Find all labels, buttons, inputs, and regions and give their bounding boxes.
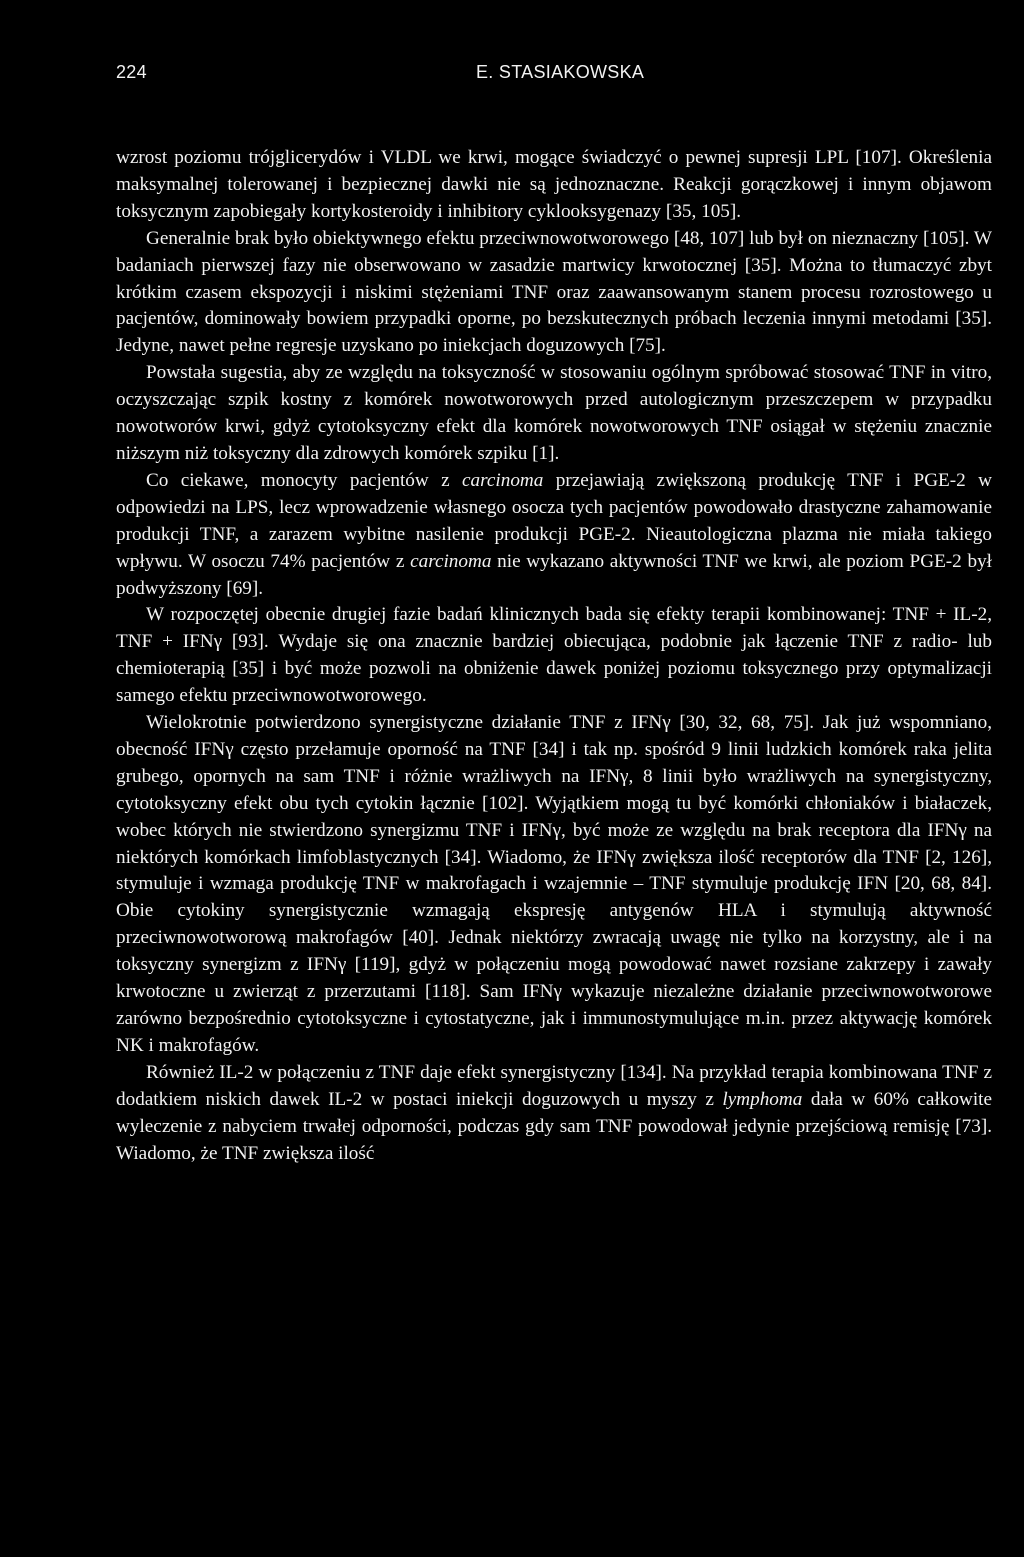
text-run: przejawiają zwiększoną produkcję TNF i PGE-2 w odpowiedzi na LPS, lecz wprowadzenie własnego osocza tych pacjentów powodowało drastyczne zahamowanie produkcji TNF, a zarazem wybitne nasilenie produkcji PGE-2. Nieautologiczna plazma nie miała takiego wpływu. W osoczu 74% pacjentów z (116, 469, 992, 572)
running-head-author: E. STASIAKOWSKA (476, 62, 645, 82)
text-run: Powstała sugestia, aby ze względu na toksyczność w stosowaniu ogólnym spróbować stosować TNF in vitro, oczyszczając szpik kostny z komórek nowotworowych przed autologicznym przeszczepem w przypadku nowotworów krwi, gdyż cytotoksyczny efekt dla komórek nowotworowych TNF osiągał w stężeniu znacznie niższym niż toksyczny dla zdrowych komórek szpiku [1]. (116, 362, 992, 464)
italic-term: carcinoma (410, 550, 492, 572)
text-run: Wielokrotnie potwierdzono synergistyczne działanie TNF z IFNγ [30, 32, 68, 75]. Jak już wspomniano, obecność IFNγ często przełamuje oporność na TNF [34] i tak np. spośród 9 linii ludzkich komórek raka jelita grubego, opornych na sam TNF i różnie wrażliwych na IFNγ, 8 linii było wrażliwych na synergistyczny, cytotoksyczny efekt obu tych cytokin łącznie [102]. Wyjątkiem mogą tu być komórki chłoniaków i białaczek, wobec których nie stwierdzono synergizmu TNF i IFNγ, być może ze względu na brak receptora dla IFNγ na niektórych komórkach limfoblastycznych [34]. Wiadomo, że IFNγ zwiększa ilość receptorów dla TNF [2, 126], stymuluje i wzmaga produkcję TNF w makrofagach i wzajemnie – TNF stymuluje produkcję IFN [20, 68, 84]. Obie cytokiny synergistycznie wzmagają ekspresję antygenów HLA i stymulują aktywność przeciwnowotworową makrofagów [40]. Jednak niektórzy zwracają uwagę nie tylko na korzystny, ale i na toksyczny synergizm z IFNγ [119], gdyż w połączeniu mogą powodować nawet rozsiane zakrzepy i zawały krwotoczne u zwierząt z przerzutami [118]. Sam IFNγ wykazuje niezależne działanie przeciwnowotworowe zarówno bezpośrednio cytotoksyczne i cytostatyczne, jak i immunostymulujące m.in. przez aktywację komórek NK i makrofagów. (116, 712, 992, 1056)
italic-term: carcinoma (462, 469, 544, 491)
running-head (116, 62, 992, 88)
paragraph (116, 602, 992, 710)
page-number: 224 (116, 62, 147, 82)
text-run: Również IL-2 w połączeniu z TNF daje efekt synergistyczny [134]. Na przykład terapia kombinowana TNF z dodatkiem niskich dawek IL-2 w postaci iniekcji doguzowych u myszy z (116, 1061, 992, 1110)
text-run: Co ciekawe, monocyty pacjentów z (146, 469, 463, 491)
paragraph (116, 145, 992, 226)
text-run: Generalnie brak było obiektywnego efektu przeciwnowotworowego [48, 107] lub był on nieznaczny [105]. W badaniach pierwszej fazy nie obserwowano w zasadzie martwicy krwotocznej [35]. Można to tłumaczyć zbyt krótkim czasem ekspozycji i niskimi stężeniami TNF oraz zaawansowanym stanem procesu rozrostowego u pacjentów, dominowały bowiem przypadki oporne, po bezskutecznych próbach leczenia innymi metodami [35]. Jedyne, nawet pełne regresje uzyskano po iniekcjach doguzowych [75]. (116, 227, 992, 357)
text-run: dała w 60% całkowite wyleczenie z nabyciem trwałej odporności, podczas gdy sam TNF powodował jedynie przejściową remisję [73]. Wiadomo, że TNF zwiększa ilość (116, 1088, 993, 1164)
paragraph (116, 710, 992, 1060)
article-body (116, 145, 992, 1167)
text-run: wzrost poziomu trójglicerydów i VLDL we krwi, mogące świadczyć o pewnej supresji LPL [107]. Określenia maksymalnej tolerowanej i bezpiecznej dawki nie są jednoznaczne. Reakcji gorączkowej i innym objawom toksycznym zapobiegały kortykosteroidy i inhibitory cyklooksygenazy [35, 105]. (116, 147, 992, 222)
paragraph (116, 226, 992, 361)
paragraph (116, 468, 992, 603)
italic-term: lymphoma (722, 1088, 803, 1110)
text-run: W rozpoczętej obecnie drugiej fazie badań klinicznych bada się efekty terapii kombinowanej: TNF + IL-2, TNF + IFNγ [93]. Wydaje się ona znacznie bardziej obiecująca, podobnie jak łączenie TNF z radio- lub chemioterapią [35] i być może pozwoli na obniżenie dawek poniżej poziomu toksycznego przy optymalizacji samego efektu przeciwnowotworowego. (116, 604, 992, 707)
paragraph (116, 1060, 992, 1168)
text-run: nie wykazano aktywności TNF we krwi, ale poziom PGE-2 był podwyższony [69]. (116, 550, 992, 599)
paragraph (116, 360, 992, 468)
